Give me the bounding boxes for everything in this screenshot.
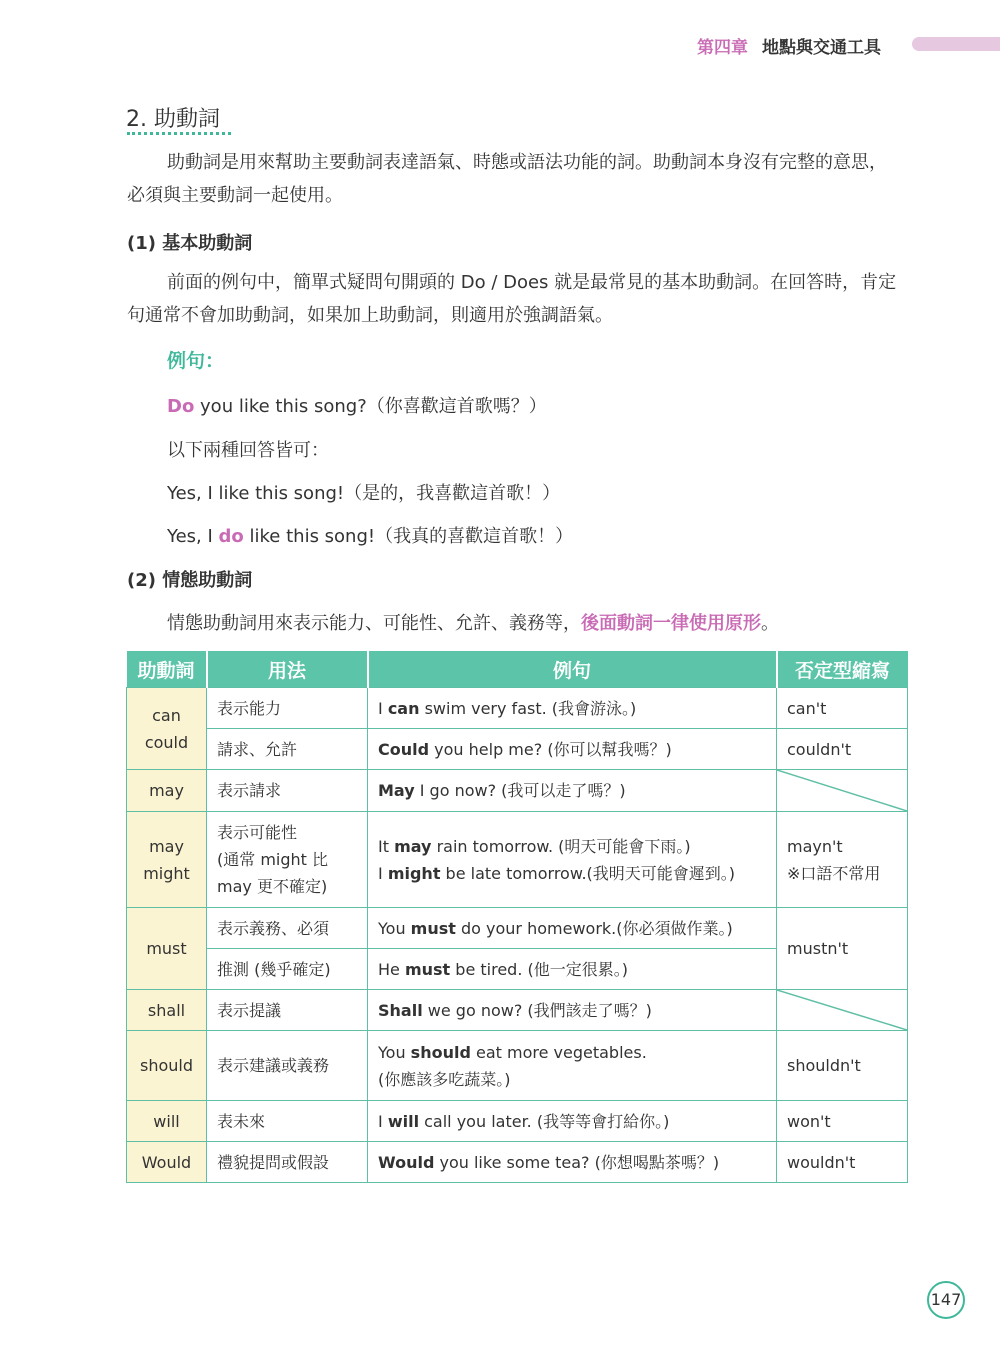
usage-cell: 表示可能性 (通常 might 比 may 更不確定) xyxy=(207,812,368,908)
empty-negative-cell xyxy=(777,990,908,1031)
example-cell: You should eat more vegetables. (你應該多吃蔬菜。) xyxy=(368,1031,777,1101)
empty-negative-cell xyxy=(777,770,908,812)
usage-cell: 禮貌提問或假設 xyxy=(207,1142,368,1183)
usage-cell: 表示提議 xyxy=(207,990,368,1031)
diagonal-line xyxy=(777,990,907,1030)
table-row xyxy=(127,1031,908,1101)
example-cell: May I go now? (我可以走了嗎？) xyxy=(368,770,777,812)
example-cell: Would you like some tea? (你想喝點茶嗎？) xyxy=(368,1142,777,1183)
example-label: 例句： xyxy=(167,350,225,372)
example-cell: It may rain tomorrow. (明天可能會下雨。) I might be late tomorrow.(我明天可能會遲到。) xyxy=(368,812,777,908)
diagonal-line xyxy=(777,770,907,811)
modal-aux-text: 情態助動詞用來表示能力、可能性、允許、義務等，後面動詞一律使用原形。 xyxy=(167,613,779,634)
section-intro: 助動詞是用來幫助主要動詞表達語氣、時態或語法功能的詞。助動詞本身沒有完整的意思，必須與主要動詞一起使用。 xyxy=(127,152,887,206)
example-sentence-2: 以下兩種回答皆可： xyxy=(167,440,329,461)
aux-cell: must xyxy=(127,908,207,990)
modal-verbs-table xyxy=(126,651,908,1183)
negative-cell: couldn't xyxy=(777,729,908,770)
aux-cell: shall xyxy=(127,990,207,1031)
aux-cell: may might xyxy=(127,812,207,908)
usage-cell: 表未來 xyxy=(207,1101,368,1142)
example-cell: You must do your homework.(你必須做作業。) xyxy=(368,908,777,949)
modal-aux-title: (2) 情態助動詞 xyxy=(127,570,253,591)
header-usage: 用法 xyxy=(207,651,368,688)
table-row xyxy=(127,990,908,1031)
aux-cell: can could xyxy=(127,688,207,770)
usage-cell: 表示建議或義務 xyxy=(207,1031,368,1101)
table-row xyxy=(127,688,908,729)
table-row xyxy=(127,770,908,812)
table-row xyxy=(127,1101,908,1142)
page-header xyxy=(0,30,1000,60)
aux-cell: will xyxy=(127,1101,207,1142)
table-row xyxy=(127,812,908,908)
highlight-do: do xyxy=(218,526,244,547)
negative-cell: wouldn't xyxy=(777,1142,908,1183)
usage-cell: 表示請求 xyxy=(207,770,368,812)
usage-cell: 表示能力 xyxy=(207,688,368,729)
usage-cell: 推測 (幾乎確定) xyxy=(207,949,368,990)
aux-cell: may xyxy=(127,770,207,812)
highlight-do: Do xyxy=(167,396,195,417)
example-cell: He must be tired. (他一定很累。) xyxy=(368,949,777,990)
header-aux: 助動詞 xyxy=(127,651,207,688)
table-row xyxy=(127,908,908,949)
usage-cell: 請求、允許 xyxy=(207,729,368,770)
example-sentence-3: Yes, I like this song!（是的，我喜歡這首歌！） xyxy=(167,483,561,504)
modal-emphasis: 後面動詞一律使用原形 xyxy=(581,613,761,634)
negative-cell: mustn't xyxy=(777,908,908,990)
chapter-title: 地點與交通工具 xyxy=(762,38,881,58)
negative-cell: mayn't ※口語不常用 xyxy=(777,812,908,908)
example-sentence-1: Do you like this song?（你喜歡這首歌嗎？） xyxy=(167,396,547,417)
example-cell: Shall we go now? (我們該走了嗎？) xyxy=(368,990,777,1031)
negative-cell: shouldn't xyxy=(777,1031,908,1101)
example-cell: I will call you later. (我等等會打給你。) xyxy=(368,1101,777,1142)
example-cell: I can swim very fast. (我會游泳。) xyxy=(368,688,777,729)
basic-aux-text: 前面的例句中，簡單式疑問句開頭的 Do / Does 就是最常見的基本助動詞。在回答時，肯定句通常不會加助動詞，如果加上助動詞，則適用於強調語氣。 xyxy=(127,272,897,326)
usage-cell: 表示義務、必須 xyxy=(207,908,368,949)
basic-aux-title: (1) 基本助動詞 xyxy=(127,233,253,254)
table-header-row xyxy=(127,651,908,688)
chapter-number: 第四章 xyxy=(697,38,748,58)
example-sentence-4: Yes, I do like this song!（我真的喜歡這首歌！） xyxy=(167,526,574,547)
section-title-underline xyxy=(127,132,231,135)
negative-cell: won't xyxy=(777,1101,908,1142)
aux-cell: should xyxy=(127,1031,207,1101)
section-title: 2. 助動詞 xyxy=(126,107,220,132)
header-example: 例句 xyxy=(368,651,777,688)
aux-cell: Would xyxy=(127,1142,207,1183)
chapter-decor-bar xyxy=(912,37,1000,51)
page-number: 147 xyxy=(927,1281,965,1319)
table-row xyxy=(127,729,908,770)
example-cell: Could you help me? (你可以幫我嗎？) xyxy=(368,729,777,770)
header-negative: 否定型縮寫 xyxy=(777,651,908,688)
table-row xyxy=(127,1142,908,1183)
negative-cell: can't xyxy=(777,688,908,729)
